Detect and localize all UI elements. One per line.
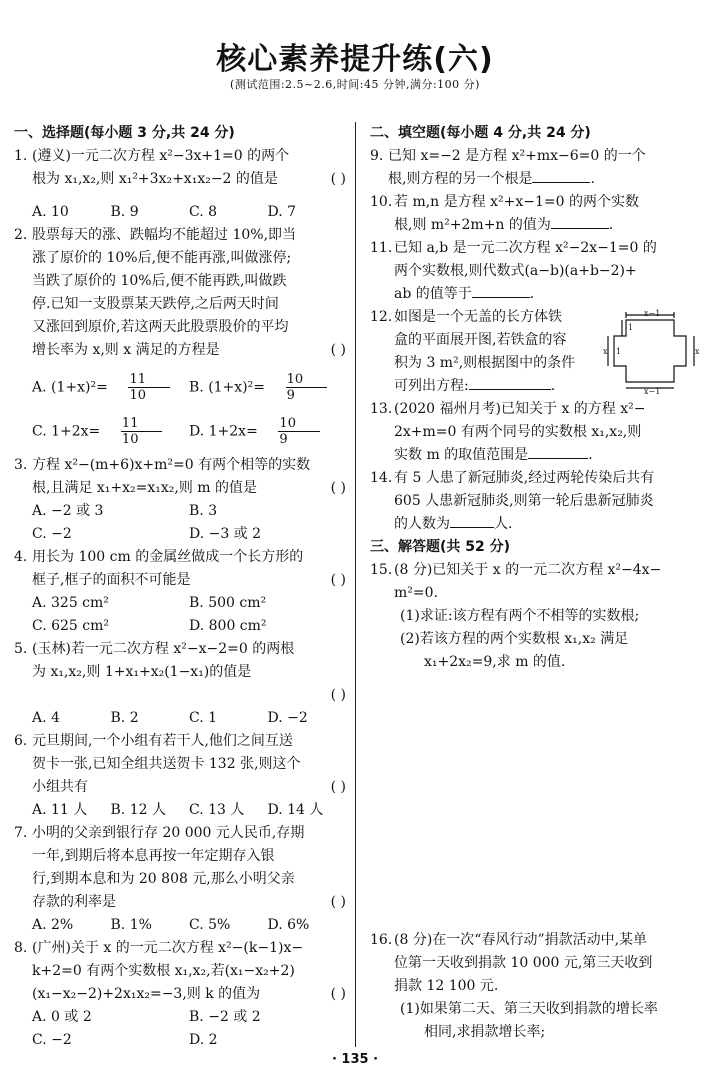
question-text: 已知 a,b 是一元二次方程 x²−2x−1=0 的: [394, 240, 657, 256]
option-c: C. 5%: [189, 917, 231, 933]
answer-paren: ( ): [330, 779, 346, 795]
answer-blank[interactable]: [469, 375, 551, 390]
question-text: 根为 x₁,x₂,则 x₁²+3x₂+x₁x₂−2 的值是 ( ): [32, 168, 346, 191]
option-a: A. 325 cm²: [32, 595, 109, 611]
options: [14, 615, 346, 638]
question-11: [370, 237, 700, 306]
option-d: D. 2: [189, 1032, 218, 1048]
question-4: [14, 546, 346, 592]
question-text: 增长率为 x,则 x 满足的方程是 ( ): [32, 339, 346, 362]
question-text: 根,且满足 x₁+x₂=x₁x₂,则 m 的值是 ( ): [32, 477, 346, 500]
question-15: [370, 559, 700, 674]
options: [14, 914, 346, 937]
answer-blank[interactable]: [528, 444, 588, 459]
question-text: 盒的平面展开图,若铁盒的容: [394, 332, 567, 348]
page-subtitle: (测试范围:2.5~2.6,时间:45 分钟,满分:100 分): [230, 78, 480, 91]
options: [14, 412, 346, 450]
fraction: $\frac{10}{9}$: [260, 416, 339, 447]
option-b: B. (1+x)²= $\frac{10}{9}$: [189, 372, 346, 403]
option-a: A. 11 人: [32, 802, 88, 818]
question-part-1: (1)如果第二天、第三天收到捐款的增长率: [400, 1001, 658, 1017]
dim-label: 1: [628, 323, 634, 332]
question-16: [370, 929, 700, 1044]
option-c: C. 13 人: [189, 802, 245, 818]
section-heading-solve: 三、解答题(共 52 分): [370, 539, 511, 555]
option-b: B. 500 cm²: [189, 595, 267, 611]
option-a: A. −2 或 3: [32, 503, 104, 519]
question-7: [14, 822, 346, 914]
options: [14, 1006, 346, 1029]
question-text: m²=0.: [394, 585, 438, 601]
option-b: B. 2: [110, 710, 139, 726]
option-b: B. 12 人: [110, 802, 166, 818]
question-text: 2x+m=0 有两个同号的实数根 x₁,x₂,则: [394, 424, 642, 440]
option-c: C. 1: [189, 710, 218, 726]
question-number: 5.: [14, 641, 28, 657]
option-c: C. 8: [189, 204, 218, 220]
answer-paren: ( ): [330, 342, 346, 358]
page-title: 核心素养提升练(六): [216, 42, 494, 77]
question-text: 存款的利率是 ( ): [32, 891, 346, 914]
question-number: 16.: [370, 932, 393, 948]
question-text: 框子,框子的面积不可能是 ( ): [32, 569, 346, 592]
question-text: 一年,到期后将本息再按一年定期存入银: [32, 848, 275, 864]
option-d: D. −2: [267, 710, 308, 726]
dim-label: x−1: [644, 387, 661, 396]
question-number: 13.: [370, 401, 393, 417]
question-text: 行,到期本息和为 20 808 元,那么小明父亲: [32, 871, 295, 887]
dim-label: 1: [616, 347, 622, 356]
question-6: [14, 730, 346, 799]
question-number: 8.: [14, 940, 28, 956]
question-text: 为 x₁,x₂,则 1+x₁+x₂(1−x₁)的值是: [32, 664, 252, 680]
question-number: 6.: [14, 733, 28, 749]
question-text: (玉林)若一元二次方程 x²−x−2=0 的两根: [32, 641, 295, 657]
question-text: 根,则 m²+2m+n 的值为 .: [394, 214, 700, 237]
fraction: $\frac{11}{10}$: [110, 372, 189, 403]
question-1: [14, 145, 346, 191]
answer-paren: ( ): [330, 572, 346, 588]
question-text: (8 分)已知关于 x 的一元二次方程 x²−4x−: [394, 562, 662, 578]
question-text: (遵义)一元二次方程 x²−3x+1=0 的两个: [32, 148, 290, 164]
question-text: (8 分)在一次“春风行动”捐款活动中,某单: [394, 932, 648, 948]
question-text: 涨了原价的 10%后,便不能再涨,叫做涨停;: [32, 250, 292, 266]
question-text: 的人数为 人.: [394, 513, 700, 536]
question-number: 3.: [14, 457, 28, 473]
question-text: 积为 3 m²,则根据图中的条件: [394, 355, 576, 371]
question-part-2-cont: x₁+2x₂=9,求 m 的值.: [424, 654, 566, 670]
options: [14, 368, 346, 406]
option-b: B. 9: [110, 204, 139, 220]
question-13: [370, 398, 700, 467]
answer-blank[interactable]: [551, 214, 609, 229]
dim-label: x: [695, 347, 700, 356]
column-divider: [355, 122, 356, 1047]
question-text: 捐款 12 100 元.: [394, 978, 499, 994]
question-10: [370, 191, 700, 237]
left-column: [14, 122, 346, 1052]
question-14: [370, 467, 700, 536]
option-b: B. 3: [189, 503, 218, 519]
question-text: 有 5 人患了新冠肺炎,经过两轮传染后共有: [394, 470, 655, 486]
question-2: [14, 224, 346, 362]
question-text: 用长为 100 cm 的金属丝做成一个长方形的: [32, 549, 304, 565]
question-text: k+2=0 有两个实数根 x₁,x₂,若(x₁−x₂+2): [32, 963, 295, 979]
right-column: [370, 122, 700, 1044]
page-number: · 135 ·: [331, 1052, 379, 1067]
question-5: [14, 638, 346, 707]
question-number: 2.: [14, 227, 28, 243]
options: [14, 201, 346, 224]
option-a: A. 4: [32, 710, 60, 726]
answer-blank[interactable]: [450, 513, 494, 528]
section-heading-fill: 二、填空题(每小题 4 分,共 24 分): [370, 125, 591, 141]
question-text: 小明的父亲到银行存 20 000 元人民币,存期: [32, 825, 305, 841]
question-text: 小组共有 ( ): [32, 776, 346, 799]
question-number: 11.: [370, 240, 393, 256]
question-number: 12.: [370, 309, 393, 325]
question-text: 可列出方程: .: [394, 375, 700, 398]
question-text: 如图是一个无盖的长方体铁: [394, 309, 562, 325]
options: [14, 1029, 346, 1052]
option-a: A. 2%: [32, 917, 74, 933]
question-part-2: (2)若该方程的两个实数根 x₁,x₂ 满足: [400, 631, 629, 647]
answer-blank[interactable]: [532, 168, 590, 183]
question-9: [370, 145, 700, 191]
question-12: [370, 306, 700, 398]
question-text: (2020 福州月考)已知关于 x 的方程 x²−: [394, 401, 646, 417]
option-c: C. −2: [32, 526, 72, 542]
options: [14, 500, 346, 523]
answer-space[interactable]: [370, 674, 700, 929]
question-text: 方程 x²−(m+6)x+m²=0 有两个相等的实数: [32, 457, 311, 473]
question-text: 股票每天的涨、跌幅均不能超过 10%,即当: [32, 227, 297, 243]
question-text: 两个实数根,则代数式(a−b)(a+b−2)+: [394, 263, 637, 279]
option-b: B. 1%: [110, 917, 152, 933]
question-text: 贺卡一张,已知全组共送贺卡 132 张,则这个: [32, 756, 301, 772]
question-text: 已知 x=−2 是方程 x²+mx−6=0 的一个: [388, 148, 646, 164]
answer-paren: ( ): [330, 986, 346, 1002]
question-text: [32, 684, 346, 707]
question-3: [14, 454, 346, 500]
question-text: ab 的值等于 .: [394, 283, 700, 306]
question-number: 1.: [14, 148, 28, 164]
question-text: 605 人患新冠肺炎,则第一轮后患新冠肺炎: [394, 493, 654, 509]
question-text: (广州)关于 x 的一元二次方程 x²−(k−1)x−: [32, 940, 304, 956]
option-d: D. 800 cm²: [189, 618, 267, 634]
answer-paren: ( ): [330, 894, 346, 910]
question-part-1: (1)求证:该方程有两个不相等的实数根;: [400, 608, 640, 624]
options: [14, 592, 346, 615]
option-c: C. 1+2x= $\frac{11}{10}$: [32, 416, 189, 447]
option-d: D. 7: [267, 204, 297, 220]
options: [14, 707, 346, 730]
question-number: 14.: [370, 470, 393, 486]
question-part-1-cont: 相同,求捐款增长率;: [424, 1024, 546, 1040]
question-8: [14, 937, 346, 1006]
net-outline: [614, 320, 686, 382]
question-text: 若 m,n 是方程 x²+x−1=0 的两个实数: [394, 194, 639, 210]
question-text: 又涨回到原价,若这两天此股票股价的平均: [32, 319, 289, 335]
question-number: 4.: [14, 549, 28, 565]
question-text: 当跌了原价的 10%后,便不能再跌,叫做跌: [32, 273, 287, 289]
question-number: 7.: [14, 825, 28, 841]
answer-paren: ( ): [330, 171, 346, 187]
answer-blank[interactable]: [472, 283, 530, 298]
dim-label: x−1: [644, 309, 661, 318]
dim-label: x: [603, 347, 608, 356]
question-text: 位第一天收到捐款 10 000 元,第三天收到: [394, 955, 653, 971]
fraction: $\frac{11}{10}$: [102, 416, 181, 447]
fraction: $\frac{10}{9}$: [267, 372, 346, 403]
question-number: 15.: [370, 562, 393, 578]
option-d: D. −3 或 2: [189, 526, 262, 542]
answer-paren: ( ): [330, 687, 346, 703]
option-d: D. 6%: [267, 917, 310, 933]
option-d: D. 14 人: [267, 802, 324, 818]
question-text: (x₁−x₂−2)+2x₁x₂=−3,则 k 的值为 ( ): [32, 983, 346, 1006]
options: [14, 523, 346, 546]
question-number: 9.: [370, 148, 384, 164]
section-heading-choice: 一、选择题(每小题 3 分,共 24 分): [14, 125, 235, 141]
option-a: A. 0 或 2: [32, 1009, 92, 1025]
question-number: 10.: [370, 194, 393, 210]
option-c: C. −2: [32, 1032, 72, 1048]
options: [14, 799, 346, 822]
question-text: 根,则方程的另一个根是 .: [388, 168, 700, 191]
question-text: 实数 m 的取值范围是 .: [394, 444, 700, 467]
option-b: B. −2 或 2: [189, 1009, 261, 1025]
option-a: A. 10: [32, 204, 69, 220]
option-d: D. 1+2x= $\frac{10}{9}$: [189, 416, 346, 447]
option-c: C. 625 cm²: [32, 618, 110, 634]
question-text: 停.已知一支股票某天跌停,之后两天时间: [32, 296, 279, 312]
question-text: 元旦期间,一个小组有若干人,他们之间互送: [32, 733, 293, 749]
box-net-diagram: [602, 308, 700, 396]
answer-paren: ( ): [330, 480, 346, 496]
option-a: A. (1+x)²= $\frac{11}{10}$: [32, 372, 189, 403]
